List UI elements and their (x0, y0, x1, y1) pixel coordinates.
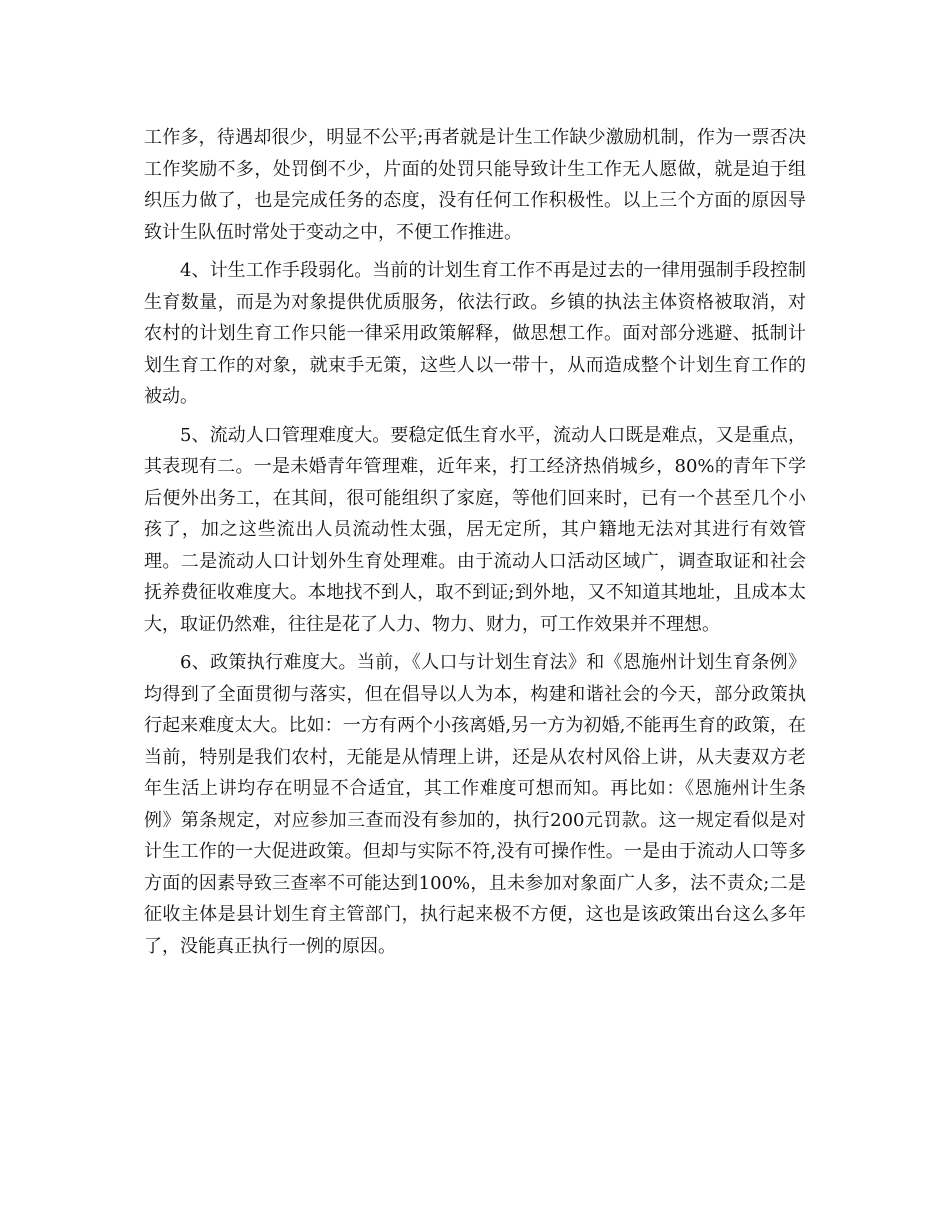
paragraph-item-5: 5、流动人口管理难度大。要稳定低生育水平，流动人口既是难点，又是重点，其表现有二。一是未婚青年管理难，近年来，打工经济热俏城乡，80%的青年下学后便外出务工，在其间，很可能组织了家庭，等他们回来时，已有一个甚至几个小孩了，加之这些流出人员流动性太强，居无定所，其户籍地无法对其进行有效管理。二是流动人口计划外生育处理难。由于流动人口活动区域广，调查取证和社会抚养费征收难度大。本地找不到人，取不到证;到外地，又不知道其地址，且成本太大，取证仍然难，往往是花了人力、物力、财力，可工作效果并不理想。 (144, 424, 806, 635)
document-page (144, 122, 806, 969)
paragraph-item-4: 4、计生工作手段弱化。当前的计划生育工作不再是过去的一律用强制手段控制生育数量，而是为对象提供优质服务，依法行政。乡镇的执法主体资格被取消，对农村的计划生育工作只能一律采用政策解释，做思想工作。面对部分逃避、抵制计划生育工作的对象，就束手无策，这些人以一带十，从而造成整个计划生育工作的被动。 (144, 260, 806, 407)
paragraph-item-6: 6、政策执行难度大。当前，《人口与计划生育法》和《恩施州计划生育条例》均得到了全面贯彻与落实，但在倡导以人为本，构建和谐社会的今天，部分政策执行起来难度太大。比如：一方有两个小孩离婚,另一方为初婚,不能再生育的政策，在当前，特别是我们农村，无能是从情理上讲，还是从农村风俗上讲，从夫妻双方老年生活上讲均存在明显不合适宜，其工作难度可想而知。再比如：《恩施州计生条例》第条规定，对应参加三查而没有参加的，执行200元罚款。这一规定看似是对计生工作的一大促进政策。但却与实际不符,没有可操作性。一是由于流动人口等多方面的因素导致三查率不可能达到100%，且未参加对象面广人多，法不责众;二是征收主体是县计划生育主管部门，执行起来极不方便，这也是该政策出台这么多年了，没能真正执行一例的原因。 (144, 652, 806, 957)
paragraph-continuation: 工作多，待遇却很少，明显不公平;再者就是计生工作缺少激励机制，作为一票否决工作奖励不多，处罚倒不少，片面的处罚只能导致计生工作无人愿做，就是迫于组织压力做了，也是完成任务的态度，没有任何工作积极性。以上三个方面的原因导致计生队伍时常处于变动之中，不便工作推进。 (144, 127, 806, 243)
